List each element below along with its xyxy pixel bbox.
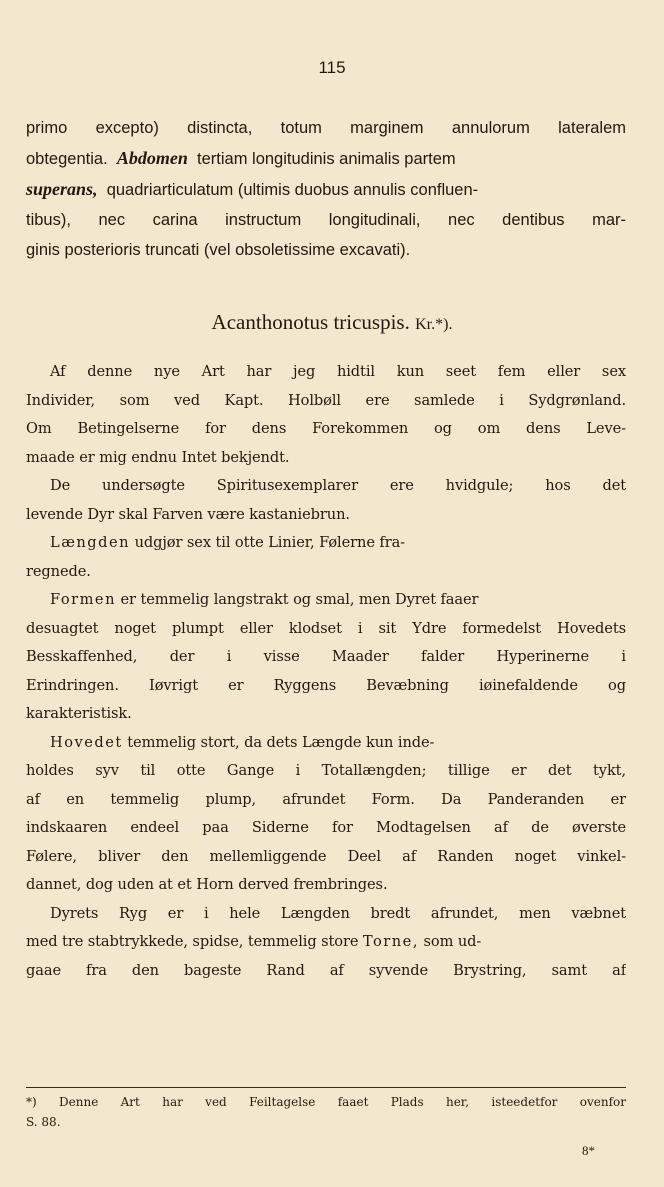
text-line — [26, 529, 626, 558]
text-segment: tertiam longitudinis animalis partem — [197, 150, 456, 168]
text-line — [26, 174, 626, 205]
text-line — [26, 928, 626, 957]
text-line: levende Dyr skal Farven være kastaniebrun. — [26, 505, 350, 523]
danish-body — [26, 358, 626, 985]
text-line: indskaaren endeel paa Siderne for Modtagelsen af de øverste — [26, 819, 626, 836]
footnote-line: S. 88. — [26, 1115, 61, 1129]
spaced-term: Længden — [50, 534, 131, 551]
text-line: Af denne nye Art har jeg hidtil kun seet fem eller sex — [50, 363, 626, 380]
text-segment: med tre stabtrykkede, spidse, temmelig store — [26, 933, 359, 950]
text-line: Individer, som ved Kapt. Holbøll ere samlede i Sydgrønland. — [26, 391, 626, 409]
italic-term: superans, — [26, 179, 98, 199]
spaced-term: Formen — [50, 591, 116, 608]
author-abbrev: Kr.*). — [415, 316, 453, 333]
spaced-term: Hovedet — [50, 733, 123, 751]
text-line: De undersøgte Spiritusexemplarer ere hvidgule; hos det — [50, 477, 626, 494]
text-line: Besskaffenhed, der i visse Maader falder Hyperinerne i — [26, 648, 626, 665]
text-line: karakteristisk. — [26, 705, 132, 722]
text-segment: quadriarticulatum (ultimis duobus annulis confluen- — [106, 181, 479, 199]
text-line: Følere, bliver den mellemliggende Deel af Randen noget vinkel- — [26, 847, 626, 865]
signature-mark: 8* — [582, 1143, 595, 1158]
footnote-line: *) Denne Art har ved Feiltagelse faaet Plads her, isteedetfor ovenfor — [26, 1095, 626, 1109]
species-title: Acanthonotus tricuspis. — [211, 310, 410, 334]
text-line: tibus), nec carina instructum longitudinali, nec dentibus mar- — [26, 211, 626, 229]
spaced-term: Torne, — [362, 933, 419, 950]
text-segment: er temmelig langstrakt og smal, men Dyret faaer — [120, 591, 479, 608]
text-line — [26, 143, 626, 174]
latin-description — [26, 113, 626, 265]
page-number: 115 — [318, 58, 346, 77]
text-line: maade er mig endnu Intet bekjendt. — [26, 448, 290, 466]
text-line: ginis posterioris truncati (vel obsoletissime excavati). — [26, 241, 411, 259]
text-line: af en temmelig plump, afrundet Form. Da Panderanden er — [26, 790, 626, 808]
text-line — [26, 586, 626, 615]
text-line: dannet, dog uden at et Horn derved frembringes. — [26, 876, 388, 893]
text-segment: udgjør sex til otte Linier, Følerne fra- — [134, 534, 406, 551]
text-line: Om Betingelserne for dens Forekommen og om dens Leve- — [26, 420, 626, 437]
text-line: Erindringen. Iøvrigt er Ryggens Bevæbning iøinefaldende og — [26, 676, 626, 694]
italic-term: Abdomen — [116, 148, 188, 168]
text-segment: som ud- — [423, 933, 482, 950]
footnote — [26, 1092, 626, 1132]
species-heading — [0, 310, 664, 335]
text-line — [26, 729, 626, 758]
text-segment: obtegentia. — [26, 150, 108, 168]
text-line: Dyrets Ryg er i hele Længden bredt afrundet, men væbnet — [50, 904, 626, 922]
text-line: primo excepto) distincta, totum marginem annulorum lateralem — [26, 119, 626, 137]
text-line: gaae fra den bageste Rand af syvende Brystring, samt af — [26, 961, 626, 979]
text-line: regnede. — [26, 562, 91, 580]
text-segment: temmelig stort, da dets Længde kun inde- — [127, 733, 435, 751]
text-line: holdes syv til otte Gange i Totallængden; tillige er det tykt, — [26, 762, 626, 779]
footnote-divider — [26, 1087, 626, 1088]
text-line: desuagtet noget plumpt eller klodset i sit Ydre formedelst Hovedets — [26, 619, 626, 637]
